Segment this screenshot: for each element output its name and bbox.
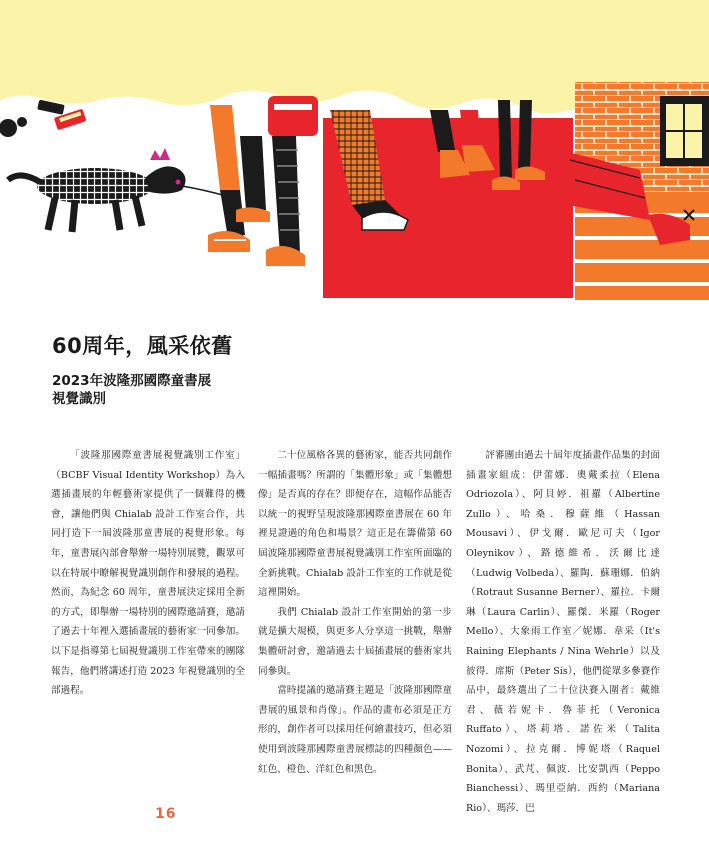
header-illustration bbox=[0, 0, 709, 300]
books-stack bbox=[0, 100, 86, 137]
article-title: 60周年，風采依舊 bbox=[52, 334, 233, 358]
subtitle-line-1: 2023年波隆那國際童書展 bbox=[52, 373, 212, 389]
subtitle-line-2: 視覺識別 bbox=[52, 391, 106, 407]
text-column-2 bbox=[258, 446, 452, 779]
article-subtitle bbox=[52, 372, 233, 408]
paragraph: 我們 Chialab 設計工作室開始的第一步就是擴大規模，與更多人分享這一挑戰，舉辦集體研討會，邀請過去十屆插畫展的藝術家共同參與。 bbox=[258, 606, 452, 677]
dog-figure bbox=[8, 148, 226, 232]
paragraph: 「波隆那國際童書展視覺識別工作室」（BCBF Visual Identity Workshop）為入選插畫展的年輕藝術家提供了一個難得的機會，讓他們與 Chialab 設計工作室合作，共同打造下一屆波隆那童書展的視覺形象。每年，童書展內部會舉辦一場特別展覽，觀眾可以在特展中瞭解視覺識別創作和發展的過程。然而，為紀念 60 周年，童書展決定採用全新的方式，即舉辦一場特別的國際邀請賽，邀請了過去十年裡入選插畫展的藝術家一同參加。以下是指導第七屆視覺識別工作室帶來的團隊報告，他們將講述打造 2023 年視覺識別的全部過程。 bbox=[51, 450, 245, 697]
article-header bbox=[52, 330, 233, 408]
text-column-3 bbox=[466, 446, 660, 818]
paragraph: 當時提議的邀請賽主題是「波隆那國際童書展的風景和肖像」。作品的畫布必須是正方形的，創作者可以採用任何繪畫技巧，但必須使用到波隆那國際童書展標誌的四種顏色——紅色、橙色、洋紅色和黑色。 bbox=[258, 685, 452, 775]
page-number: 16 bbox=[155, 806, 177, 822]
text-column-1 bbox=[51, 446, 245, 701]
paragraph: 評審團由過去十屆年度插畫作品集的封面插畫家組成：伊蕾娜．奧戴柔拉（Elena Odriozola）、阿貝婷．祖羅（Albertine Zullo）、哈桑．穆薩維（Hassan Mousavi）、伊戈爾．歐尼可夫（Igor Oleynikov）、路德維希．沃爾比達（Ludwig Volbeda）、羅陶．蘇珊娜．伯納（Rotraut Susanne Berner）、羅拉．卡爾琳（Laura Carlin）、羅傑．米羅（Roger Mello）、大象雨工作室／妮娜．韋采（It's Raining Elephants / Nina Wehrle）以及彼得．席斯（Peter Sís），他們從眾多參賽作品中，最終選出了二十位決賽入圍者：戴維君、薇若妮卡．魯菲托（Veronica Ruffato）、塔莉塔．諾佐米（Talita Nozomi）、拉克爾．博妮塔（Raquel Bonita）、武芃、佩波．比安凱西（Peppo Bianchessi）、瑪里亞納．西約（Mariana Rio）、瑪莎．巴 bbox=[466, 450, 660, 814]
paragraph: 二十位風格各異的藝術家，能否共同創作一幅插畫嗎？所謂的「集體形象」或「集體想像」是否真的存在？即便存在，這幅作品能否以統一的視野呈現波隆那國際童書展在 60 年裡見證過的角色和場景？這正是在籌備第 60 屆波隆那國際童書展視覺識別工作室所面臨的全新挑戰。Chialab 設計工作室的工作就是從這裡開始。 bbox=[258, 450, 452, 599]
